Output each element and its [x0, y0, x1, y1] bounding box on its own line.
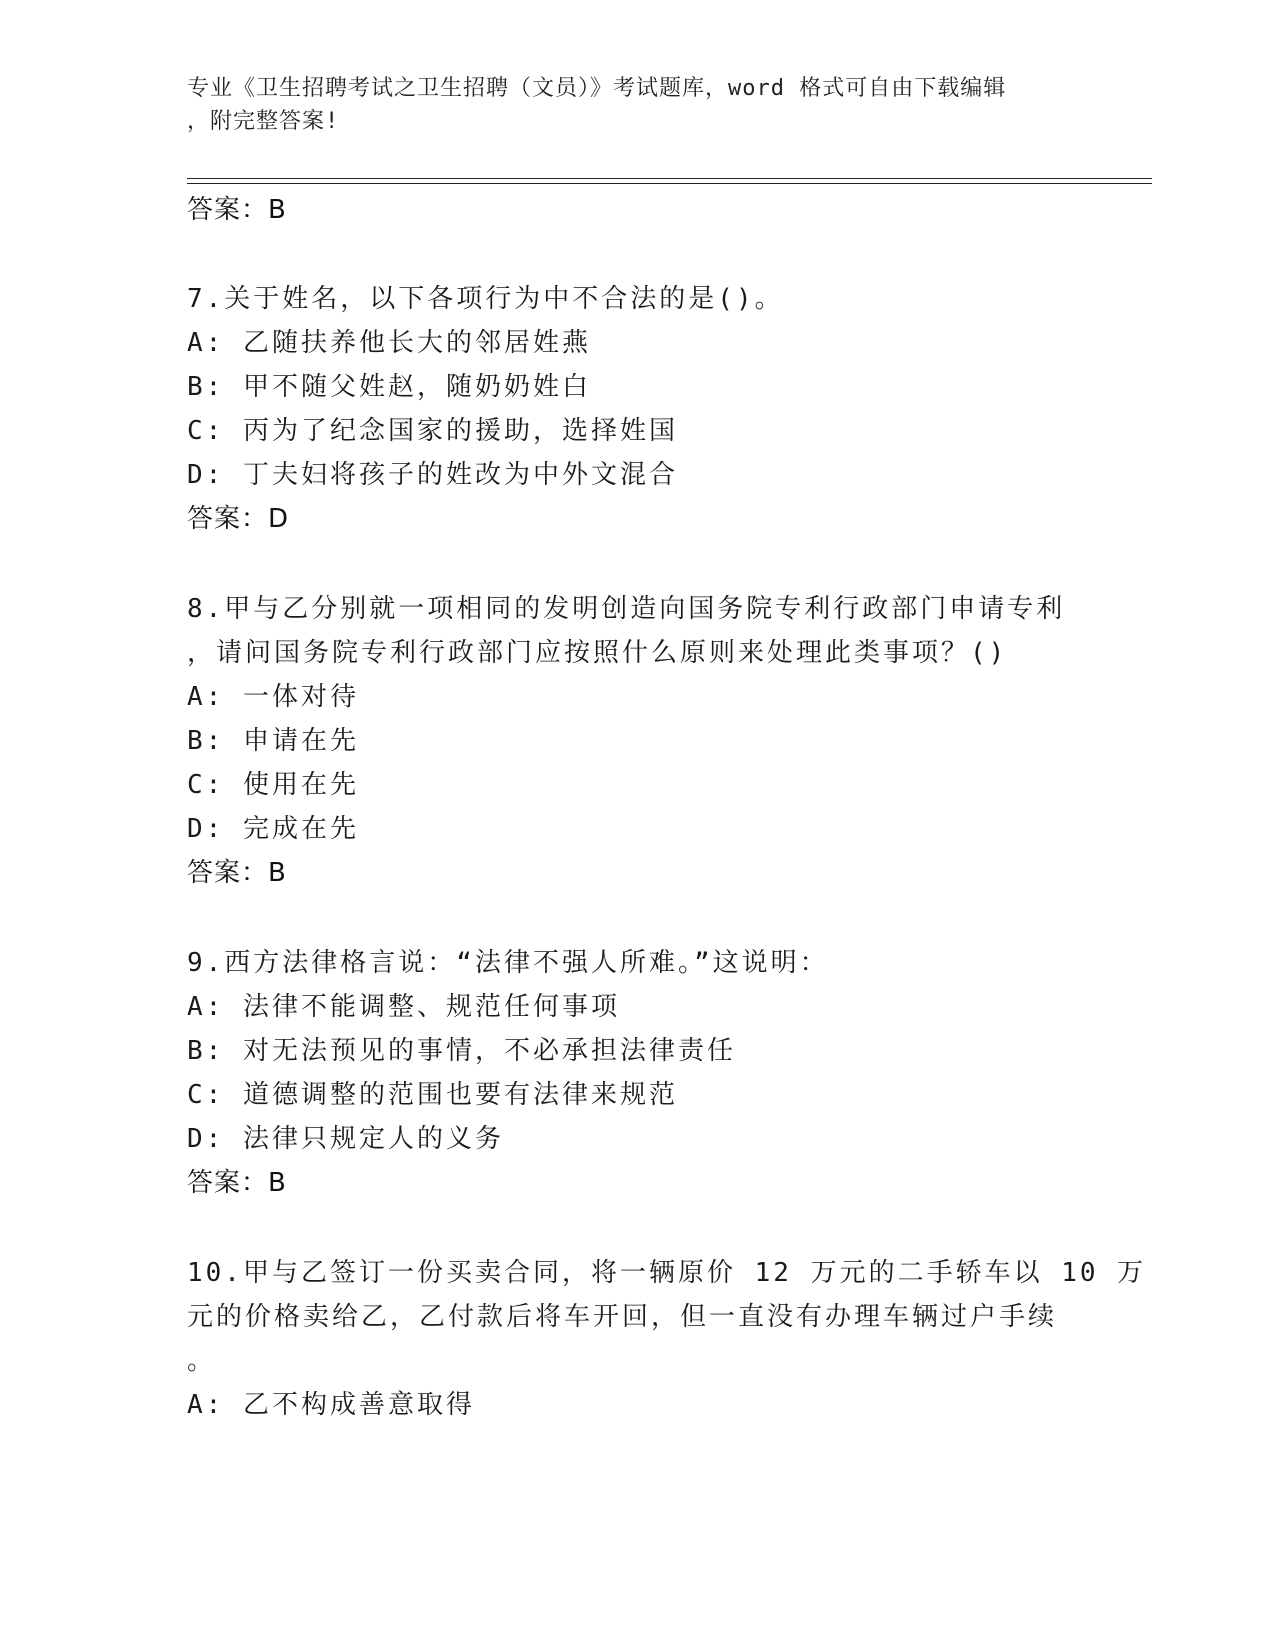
option-c: C: 丙为了纪念国家的援助，选择姓国 — [187, 416, 678, 446]
answer-line: 答案：D — [187, 504, 290, 534]
header-line-2: ，附完整答案! — [187, 109, 340, 134]
option-a: A: 乙不构成善意取得 — [187, 1390, 475, 1420]
question-stem-continued: 。 — [187, 1346, 217, 1376]
option-b: B: 甲不随父姓赵，随奶奶姓白 — [187, 372, 591, 402]
question-stem-continued: 元的价格卖给乙，乙付款后将车开回，但一直没有办理车辆过户手续 — [187, 1302, 1058, 1332]
option-a: A: 法律不能调整、规范任何事项 — [187, 992, 620, 1022]
option-b: B: 申请在先 — [187, 726, 359, 756]
question-stem: 8.甲与乙分别就一项相同的发明创造向国务院专利行政部门申请专利 — [187, 594, 1066, 624]
option-d: D: 完成在先 — [187, 814, 359, 844]
header-line-1: 专业《卫生招聘考试之卫生招聘（文员）》考试题库，word 格式可自由下载编辑 — [187, 76, 1007, 101]
document-header — [187, 72, 1067, 138]
option-d: D: 法律只规定人的义务 — [187, 1124, 504, 1154]
option-a: A: 乙随扶养他长大的邻居姓燕 — [187, 328, 591, 358]
option-c: C: 使用在先 — [187, 770, 359, 800]
option-b: B: 对无法预见的事情，不必承担法律责任 — [187, 1036, 736, 1066]
option-c: C: 道德调整的范围也要有法律来规范 — [187, 1080, 678, 1110]
question-stem: 7.关于姓名，以下各项行为中不合法的是()。 — [187, 284, 784, 314]
question-stem: 10.甲与乙签订一份买卖合同，将一辆原价 12 万元的二手轿车以 10 万 — [187, 1258, 1147, 1288]
answer-line: 答案：B — [187, 195, 287, 225]
option-d: D: 丁夫妇将孩子的姓改为中外文混合 — [187, 460, 678, 490]
header-divider-top — [187, 178, 1152, 179]
header-divider-bottom — [187, 183, 1152, 184]
question-stem-continued: ，请问国务院专利行政部门应按照什么原则来处理此类事项？() — [187, 638, 1008, 668]
answer-line: 答案：B — [187, 1168, 287, 1198]
question-stem: 9.西方法律格言说：“法律不强人所难。”这说明： — [187, 948, 829, 978]
answer-line: 答案：B — [187, 858, 287, 888]
option-a: A: 一体对待 — [187, 682, 359, 712]
